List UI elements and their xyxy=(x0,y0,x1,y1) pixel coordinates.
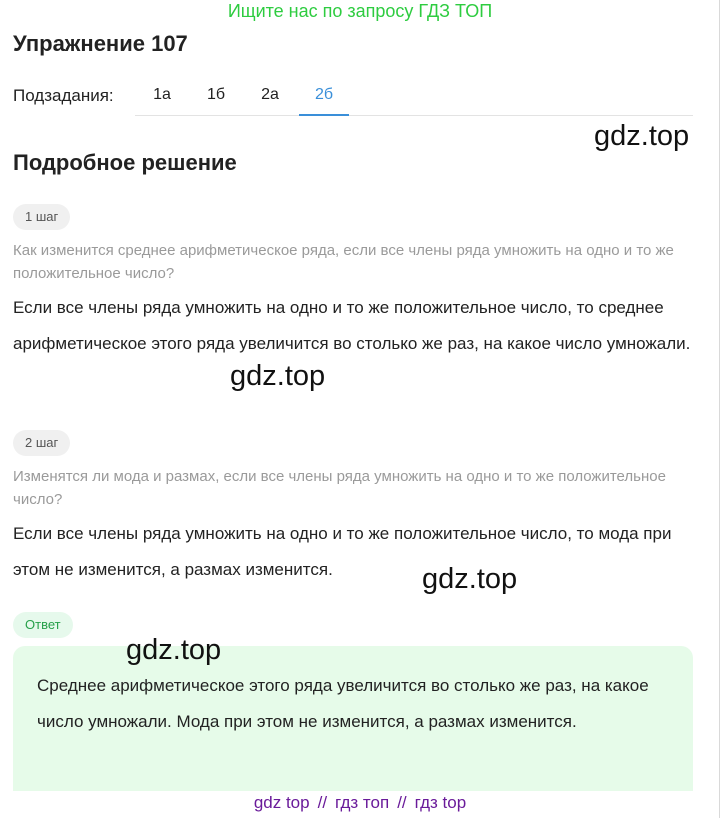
footer-link[interactable]: gdz top xyxy=(253,793,310,812)
subtasks-row xyxy=(13,80,693,116)
tab-1b[interactable]: 1б xyxy=(206,86,226,103)
answer-badge: Ответ xyxy=(13,612,73,638)
step-answer: Если все члены ряда умножить на одно и то же положительное число, то среднее арифметическое этого ряда увеличится во столько же раз, на какое число умножали. xyxy=(13,298,691,353)
page-title: Упражнение 107 xyxy=(13,31,188,56)
watermark: gdz.top xyxy=(594,120,690,152)
footer-links xyxy=(0,792,720,814)
subtasks-tabs xyxy=(135,80,693,116)
watermark: gdz.top xyxy=(230,360,326,392)
subtasks-label: Подзадания: xyxy=(13,86,114,105)
footer-separator: // xyxy=(397,793,407,812)
solution-title: Подробное решение xyxy=(13,150,237,175)
final-answer: Среднее арифметическое этого ряда увеличится во столько же раз, на какое число умножали. Мода при этом не изменится, а размах изменится. xyxy=(37,676,649,731)
tab-2b[interactable]: 2б xyxy=(297,80,351,115)
footer-link[interactable]: гдз top xyxy=(414,793,467,812)
tab-1a[interactable]: 1а xyxy=(153,86,171,103)
footer-separator: // xyxy=(317,793,328,812)
watermark: gdz.top xyxy=(126,634,222,666)
step-badge: 2 шаг xyxy=(13,430,70,456)
footer-link[interactable]: гдз топ xyxy=(335,793,390,812)
step-answer: Если все члены ряда умножить на одно и то же положительное число, то мода при этом не изменится, а размах изменится. xyxy=(13,524,672,579)
answer-box xyxy=(13,646,693,791)
step-badge: 1 шаг xyxy=(13,204,70,230)
watermark: gdz.top xyxy=(422,563,518,595)
step-question: Как изменится среднее арифметическое ряда, если все члены ряда умножить на одно и то же положительное число? xyxy=(13,242,674,282)
search-banner: Ищите нас по запросу ГДЗ ТОП xyxy=(227,1,493,21)
step-question: Изменятся ли мода и размах, если все члены ряда умножить на одно и то же положительное число? xyxy=(13,468,666,508)
tab-2a[interactable]: 2а xyxy=(261,86,279,103)
